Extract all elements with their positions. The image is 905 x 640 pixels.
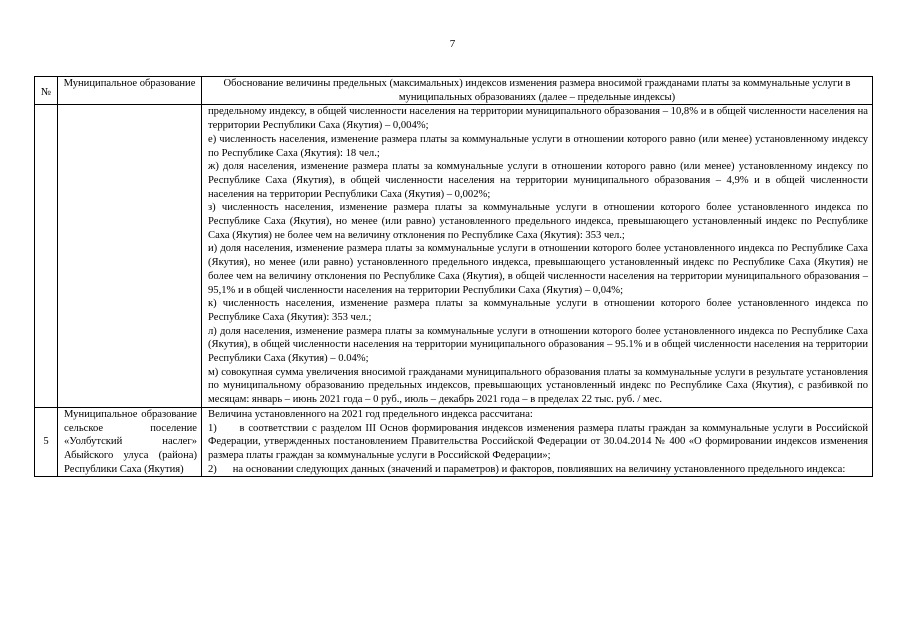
header-justification: Обоснование величины предельных (максимальных) индексов изменения размера вносимой гражданами платы за коммунальные услуги в муниципальных образованиях (далее – предельные индексы) — [202, 77, 873, 105]
continued-municipality-cell — [58, 105, 202, 407]
row-number: 5 — [35, 407, 58, 477]
justification-paragraph: и) доля населения, изменение размера платы за коммунальные услуги в отношении которого более установленного индекса по Республике Саха (Якутия), но менее (или равно) установленного предельного индекса, превышающего установленный индекс по Республике Саха (Якутия) не более чем на величину отклонения по Республике Саха (Якутия), в общей численности населения на территории муниципального образования – 95,1% и в общей численности населения на территории Республики Саха (Якутия) – 0,04%; — [208, 243, 868, 296]
justification-paragraph: 2) на основании следующих данных (значений и параметров) и факторов, повлиявших на величину установленного предельного индекса: — [208, 463, 846, 475]
row5-justification-cell — [202, 407, 873, 477]
justification-paragraph: з) численность населения, изменение размера платы за коммунальные услуги в отношении которого более установленного индекса по Республике Саха (Якутия), но менее (или равно) установленного предельного индекса, превышающего установленный индекс по Республике Саха (Якутия) не более чем на величину отклонения по Республике Саха (Якутия): 353 чел.; — [208, 202, 868, 241]
justification-paragraph: к) численность населения, изменение размера платы за коммунальные услуги в отношении которого более установленного индекса по Республике Саха (Якутия): 353 чел.; — [208, 298, 868, 323]
justification-paragraph: л) доля населения, изменение размера платы за коммунальные услуги в отношении которого более установленного индекса по Республике Саха (Якутия), в общей численности населения на территории муниципального образования – 95.1% и в общей численности населения на территории Республики Саха (Якутия) – 0.04%; — [208, 325, 868, 365]
indices-table — [34, 76, 873, 477]
justification-paragraph: м) совокупная сумма увеличения вносимой гражданами муниципального образования платы за коммунальные услуги в результате установления по муниципальному образованию предельных индексов, превышающих установленный индекс по Республике Саха (Якутия), с разбивкой по месяцам: январь – июнь 2021 года – 0 руб., июль – декабрь 2021 года – в пределах 22 тыс. руб. / мес. — [208, 366, 868, 406]
justification-paragraph: ж) доля населения, изменение размера платы за коммунальные услуги в отношении которого равно (или менее) установленному индексу по Республике Саха (Якутия), в общей численности населения на территории муниципального образования – 4,9% и в общей численности населения на территории Республики Саха (Якутия) – 0,002%; — [208, 161, 868, 200]
justification-paragraph: 1) в соответствии с разделом III Основ формирования индексов изменения размера платы граждан за коммунальные услуги в Российской Федерации, утвержденных постановлением Правительства Российской Федерации от 30.04.2014 № 400 «О формировании индексов изменения размера платы граждан за коммунальные услуги в Российской Федерации»; — [208, 422, 871, 461]
municipality-name: Муниципальное образование сельское поселение «Уолбутский наслег» Абыйского улуса (района) Республики Саха (Якутия) — [58, 407, 202, 477]
justification-paragraph: Величина установленного на 2021 год предельного индекса рассчитана: — [208, 408, 533, 420]
header-municipality: Муниципальное образование — [58, 77, 202, 105]
continued-num-cell — [35, 105, 58, 407]
page-number: 7 — [449, 38, 456, 50]
justification-paragraph: предельному индексу, в общей численности населения на территории муниципального образования – 10,8% и в общей численности населения на территории Республики Саха (Якутия) – 0,004%; — [208, 106, 868, 132]
table-row-continued — [35, 105, 873, 407]
justification-paragraph: е) численность населения, изменение размера платы за коммунальные услуги в отношении которого равно (или менее) установленному индексу по Республике Саха (Якутия): 18 чел.; — [208, 133, 868, 159]
header-num: № — [35, 77, 58, 105]
table-header-row — [35, 77, 873, 105]
table-row-5 — [35, 407, 873, 477]
continued-justification-cell — [202, 105, 873, 407]
